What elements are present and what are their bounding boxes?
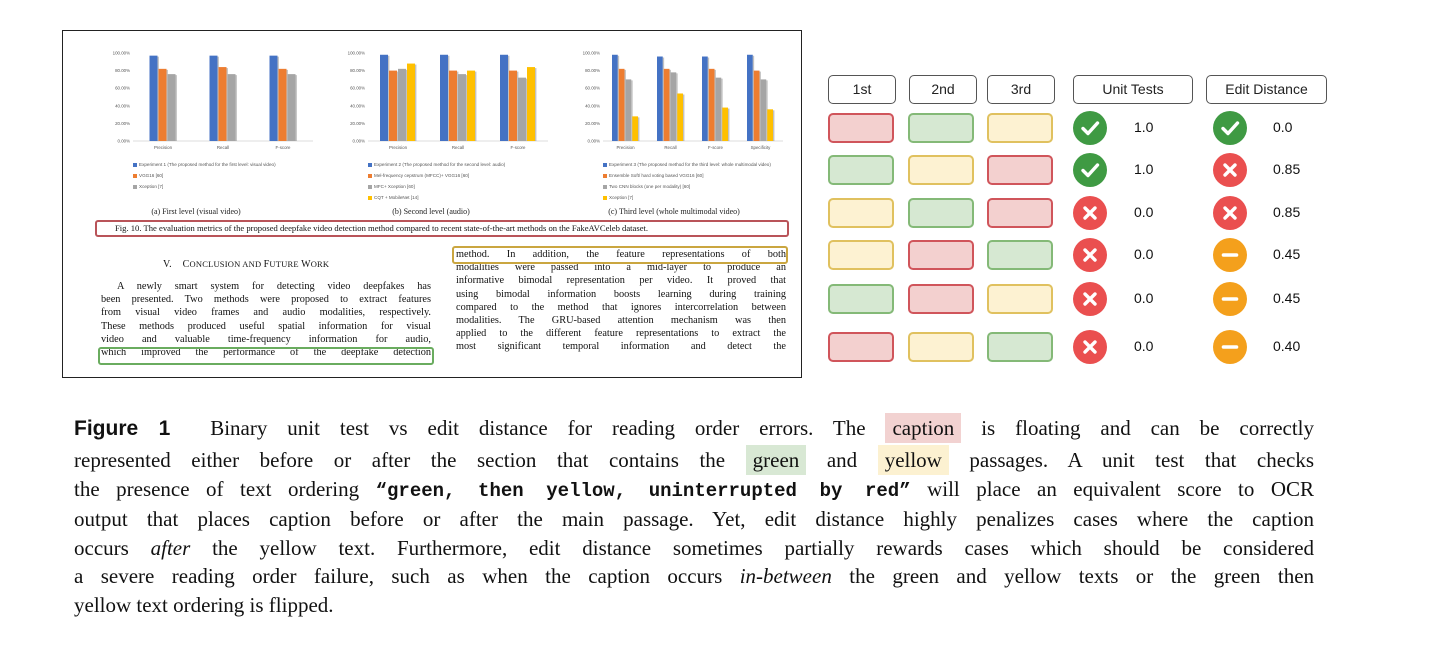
- y-tick-label: 40.00%: [585, 103, 600, 109]
- header-1st: 1st: [828, 75, 896, 104]
- y-tick-label: 0.00%: [587, 138, 600, 144]
- unit-score: 0.0: [1134, 246, 1154, 262]
- x-tick-label: F-score: [510, 145, 526, 150]
- bar: [722, 108, 728, 141]
- bar: [398, 69, 406, 141]
- order-cell-green: [908, 198, 974, 228]
- bar-chart-multimodal: [573, 45, 799, 157]
- text-line: applied to the different feature representations to extract the: [456, 328, 786, 340]
- text-line: These methods produced useful spatial information for visual: [101, 320, 431, 332]
- bar: [228, 74, 236, 141]
- bar-shadow: [475, 72, 476, 141]
- bar: [657, 57, 663, 141]
- order-cell-yellow: [908, 332, 974, 362]
- code-snippet: “green, then yellow, uninterrupted by red”: [375, 479, 911, 502]
- text-line: A newly smart system for detecting video deepfakes has: [117, 281, 431, 292]
- subchart-c: [573, 45, 799, 215]
- chart-legend: [133, 159, 333, 192]
- order-cell-yellow: [987, 113, 1053, 143]
- legend-label: Xception [7]: [609, 195, 634, 200]
- figure-label: Figure 1: [74, 417, 171, 440]
- order-cell-red: [828, 113, 894, 143]
- text-line: from visual video frames and audio modalities, respectively.: [101, 307, 431, 319]
- legend-swatch: [133, 185, 137, 189]
- cross-icon: [1213, 153, 1247, 187]
- y-tick-label: 20.00%: [115, 120, 130, 126]
- caption-line: the presence of text ordering “green, then yellow, uninterrupted by red” will place an equivalent score to OCR: [74, 476, 1315, 502]
- figure-caption: [74, 412, 1314, 619]
- bar: [626, 79, 632, 141]
- legend-item: [133, 159, 333, 170]
- y-tick-label: 100.00%: [112, 50, 130, 56]
- check-icon: [1073, 111, 1107, 145]
- bar-chart-visual-video: [103, 45, 329, 157]
- legend-label: VGG16 [60]: [139, 173, 164, 178]
- check-icon: [1073, 153, 1107, 187]
- order-cell-yellow: [908, 155, 974, 185]
- yellow-passage-box: [452, 246, 788, 264]
- header-unit-tests: Unit Tests: [1073, 75, 1193, 104]
- y-tick-label: 40.00%: [350, 103, 365, 109]
- bar: [449, 71, 457, 141]
- text-line: informative bimodal representation per video. It proved that: [456, 275, 786, 287]
- bar: [168, 74, 176, 141]
- legend-swatch: [368, 163, 372, 167]
- bar-shadow: [683, 94, 684, 141]
- bar: [747, 55, 753, 141]
- subchart-b: [338, 45, 564, 215]
- legend-item: [368, 170, 568, 181]
- text-line: modalities. The GRU-based attention mechanism was then: [456, 314, 786, 326]
- order-cell-green: [987, 332, 1053, 362]
- header-edit-distance: Edit Distance: [1206, 75, 1327, 104]
- caption-line: represented either before or after the section that contains the green and yellow passages. A unit test that checks: [74, 446, 1314, 475]
- legend-item: [133, 181, 333, 192]
- y-tick-label: 0.00%: [352, 138, 365, 144]
- bar: [440, 55, 448, 141]
- legend-label: CQT + MobileNet [14]: [374, 195, 419, 200]
- order-cell-red: [987, 155, 1053, 185]
- green-passage-box: [98, 347, 434, 365]
- legend-item: [603, 181, 803, 192]
- section-heading: V. CONCLUSION AND FUTURE WORK: [163, 259, 330, 270]
- bar-shadow: [236, 75, 237, 141]
- header-3rd: 3rd: [987, 75, 1055, 104]
- y-tick-label: 80.00%: [585, 68, 600, 74]
- legend-item: [368, 181, 568, 192]
- bar: [761, 79, 767, 141]
- bar: [380, 55, 388, 141]
- bar: [709, 69, 715, 141]
- legend-label: Experiment 3 (The proposed method for the third level: whole multimodal video): [609, 162, 771, 167]
- check-icon: [1213, 111, 1247, 145]
- bar: [467, 71, 475, 141]
- bar: [671, 72, 677, 141]
- unit-score: 1.0: [1134, 161, 1154, 177]
- bar: [632, 116, 638, 141]
- bar-shadow: [415, 65, 416, 141]
- text-line: compared to the method that ignores intercorrelation between: [456, 301, 786, 313]
- minus-icon: [1213, 330, 1247, 364]
- bar: [288, 74, 296, 141]
- bar: [702, 57, 708, 141]
- cross-icon: [1073, 196, 1107, 230]
- y-tick-label: 20.00%: [585, 120, 600, 126]
- text-line: most significant temporal information and detect the: [456, 341, 786, 353]
- bar-shadow: [728, 109, 729, 141]
- text-line: modalities were passed into a mid-layer to produce an: [456, 262, 786, 274]
- legend-item: [603, 192, 803, 203]
- text-line: using bimodal information boosts learning during training: [456, 288, 786, 300]
- legend-swatch: [368, 185, 372, 189]
- legend-swatch: [603, 196, 607, 200]
- bar: [677, 93, 683, 141]
- legend-item: [603, 170, 803, 181]
- bar-shadow: [296, 75, 297, 141]
- legend-label: Experiment 2 (The proposed method for the second level: audio): [374, 162, 506, 167]
- bar: [527, 67, 535, 141]
- cross-icon: [1073, 330, 1107, 364]
- minus-icon: [1213, 238, 1247, 272]
- order-cell-green: [987, 240, 1053, 270]
- x-tick-label: Recall: [216, 145, 230, 150]
- order-cell-yellow: [987, 284, 1053, 314]
- fig10-caption-red-box: Fig. 10. The evaluation metrics of the proposed deepfake video detection method compared to recent state-of-the-art methods on the FakeAVCeleb dataset.: [95, 220, 789, 237]
- legend-label: MFC+ Xception [60]: [374, 184, 415, 189]
- bar: [664, 69, 670, 141]
- text-line: which improved the performance of the deepfake detection: [101, 346, 431, 358]
- legend-label: Two CNN blocks (one per modality) [60]: [609, 184, 691, 189]
- caption-line: a severe reading order failure, such as when the caption occurs in-between the green and yellow texts or the green then: [74, 564, 1315, 588]
- bar: [458, 74, 466, 141]
- legend-item: [603, 159, 803, 170]
- bar: [767, 109, 773, 141]
- order-cell-green: [828, 284, 894, 314]
- bar: [500, 55, 508, 141]
- text-line: video and valuable time-frequency information for audio,: [101, 333, 431, 345]
- minus-icon: [1213, 282, 1247, 316]
- order-cell-red: [908, 284, 974, 314]
- bar-shadow: [535, 68, 536, 141]
- bar: [219, 67, 227, 141]
- y-tick-label: 60.00%: [585, 85, 600, 91]
- order-cell-red: [908, 240, 974, 270]
- bar: [407, 64, 415, 141]
- bar: [150, 56, 158, 141]
- caption-highlight-red: caption: [885, 413, 961, 443]
- y-tick-label: 100.00%: [582, 50, 600, 56]
- subchart-caption: (b) Second level (audio): [392, 207, 470, 216]
- caption-line: Figure 1 Binary unit test vs edit distance for reading order errors. The caption is floating and can be correctly: [74, 412, 1314, 446]
- y-tick-label: 80.00%: [115, 68, 130, 74]
- chart-legend: [603, 159, 803, 203]
- header-2nd: 2nd: [909, 75, 977, 104]
- caption-line: occurs after the yellow text. Furthermore, edit distance sometimes partially rewards cases which should be considered: [74, 535, 1315, 560]
- order-cell-yellow: [828, 198, 894, 228]
- order-cell-red: [987, 198, 1053, 228]
- legend-swatch: [603, 174, 607, 178]
- unit-score: 1.0: [1134, 119, 1154, 135]
- edit-score: 0.85: [1273, 161, 1301, 177]
- legend-item: [368, 192, 568, 203]
- text-line: method. In addition, the feature representations of both: [456, 249, 786, 260]
- edit-score: 0.0: [1273, 119, 1293, 135]
- y-tick-label: 80.00%: [350, 68, 365, 74]
- bar: [518, 78, 526, 141]
- bar: [612, 55, 618, 141]
- caption-line: yellow text ordering is flipped.: [74, 592, 334, 617]
- bar: [754, 71, 760, 141]
- legend-swatch: [133, 174, 137, 178]
- bar-shadow: [176, 75, 177, 141]
- legend-swatch: [603, 185, 607, 189]
- bar-shadow: [773, 110, 774, 141]
- cross-icon: [1073, 238, 1107, 272]
- subchart-a: [103, 45, 329, 215]
- y-tick-label: 60.00%: [115, 85, 130, 91]
- cross-icon: [1213, 196, 1247, 230]
- caption-line: output that places caption before or after the main passage. Yet, edit distance highly penalizes cases where the caption: [74, 507, 1314, 531]
- paper-excerpt-image: [62, 30, 802, 378]
- legend-swatch: [368, 174, 372, 178]
- x-tick-label: Precision: [388, 145, 408, 150]
- bar: [716, 78, 722, 141]
- unit-score: 0.0: [1134, 338, 1154, 354]
- edit-score: 0.45: [1273, 290, 1301, 306]
- x-tick-label: Specificity: [750, 145, 771, 150]
- legend-swatch: [603, 163, 607, 167]
- x-tick-label: Recall: [451, 145, 465, 150]
- edit-score: 0.40: [1273, 338, 1301, 354]
- x-tick-label: F-score: [708, 145, 723, 150]
- bar-chart-audio: [338, 45, 564, 157]
- x-tick-label: F-score: [275, 145, 291, 150]
- edit-score: 0.85: [1273, 204, 1301, 220]
- unit-score: 0.0: [1134, 290, 1154, 306]
- bar: [619, 69, 625, 141]
- order-cell-red: [828, 332, 894, 362]
- order-cell-yellow: [828, 240, 894, 270]
- legend-item: [368, 159, 568, 170]
- bar: [279, 69, 287, 141]
- y-tick-label: 100.00%: [347, 50, 365, 56]
- y-tick-label: 20.00%: [350, 120, 365, 126]
- x-tick-label: Precision: [616, 145, 635, 150]
- subchart-caption: (a) First level (visual video): [151, 207, 241, 216]
- legend-swatch: [368, 196, 372, 200]
- legend-label: Xception [7]: [139, 184, 164, 189]
- legend-label: Ensemble Soft/ hard voting based VGG16 [60]: [609, 173, 704, 178]
- bar: [270, 56, 278, 141]
- order-cell-green: [828, 155, 894, 185]
- bar: [509, 71, 517, 141]
- edit-score: 0.45: [1273, 246, 1301, 262]
- unit-score: 0.0: [1134, 204, 1154, 220]
- legend-label: Mel-frequency cepstrum (MFCC)+ VGG16 [60]: [374, 173, 470, 178]
- legend-label: Experiment 1 (The proposed method for the first level: visual video): [139, 162, 276, 167]
- chart-legend: [368, 159, 568, 203]
- bar: [159, 69, 167, 141]
- x-tick-label: Precision: [153, 145, 173, 150]
- y-tick-label: 0.00%: [117, 138, 130, 144]
- order-cell-green: [908, 113, 974, 143]
- green-highlight: green: [746, 445, 807, 475]
- yellow-highlight: yellow: [878, 445, 949, 475]
- x-tick-label: Recall: [664, 145, 677, 150]
- cross-icon: [1073, 282, 1107, 316]
- bar: [210, 56, 218, 141]
- y-tick-label: 60.00%: [350, 85, 365, 91]
- subchart-caption: (c) Third level (whole multimodal video): [608, 207, 740, 216]
- bar-shadow: [638, 117, 639, 141]
- y-tick-label: 40.00%: [115, 103, 130, 109]
- legend-item: [133, 170, 333, 181]
- legend-swatch: [133, 163, 137, 167]
- text-line: been presented. Two methods were proposed to extract features: [101, 294, 431, 306]
- bar: [389, 71, 397, 141]
